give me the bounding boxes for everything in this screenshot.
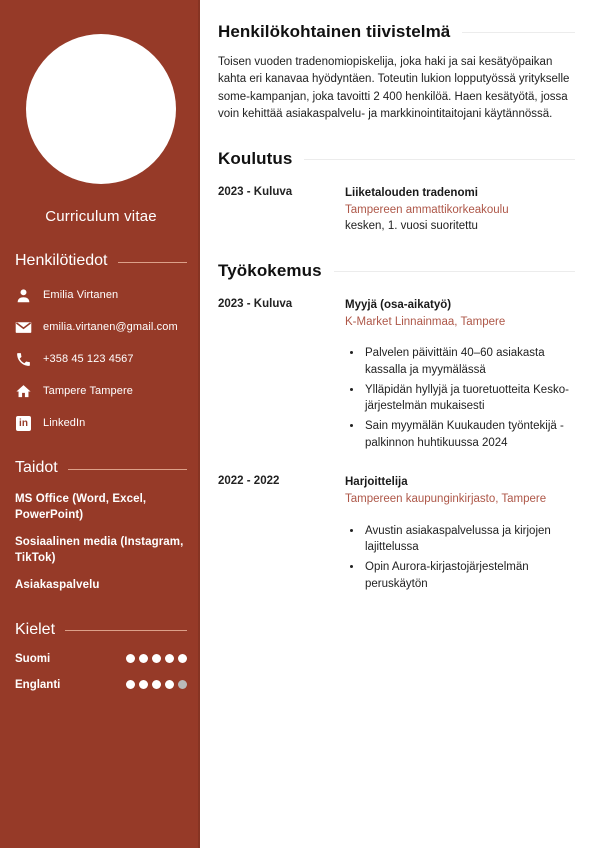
education-heading-label: Koulutus bbox=[218, 149, 293, 168]
cv-title: Curriculum vitae bbox=[45, 208, 157, 225]
contact-list bbox=[15, 286, 187, 432]
level-dot-filled bbox=[152, 654, 161, 663]
level-dot-filled bbox=[165, 680, 174, 689]
skills-heading-label: Taidot bbox=[15, 459, 58, 476]
bullet-item: • Avustin asiakaspalvelussa ja kirjojen lajittelussa bbox=[363, 523, 575, 556]
bullet-item: • Sain myymälän Kuukauden työntekijä -palkinnon huhtikuussa 2024 bbox=[363, 418, 575, 451]
contact-name: Emilia Virtanen bbox=[43, 289, 119, 301]
level-dot-empty bbox=[178, 680, 187, 689]
language-list bbox=[15, 653, 187, 691]
entry-title: Liiketalouden tradenomi bbox=[345, 187, 478, 199]
heading-divider bbox=[118, 262, 188, 263]
skill-item: Asiakaspalvelu bbox=[15, 579, 100, 592]
level-dot-filled bbox=[152, 680, 161, 689]
experience-heading-label: Työkokemus bbox=[218, 261, 322, 281]
entry-title: Myyjä (osa-aikatyö) bbox=[345, 299, 452, 312]
skills-section-heading bbox=[15, 459, 187, 477]
language-name: Suomi bbox=[15, 652, 51, 665]
entry-bullet-list bbox=[363, 345, 575, 451]
entry-period: 2022 - 2022 bbox=[218, 475, 280, 488]
cv-main-content bbox=[200, 0, 600, 848]
skill-item: Sosiaalinen media (Instagram, TikTok) bbox=[15, 536, 184, 564]
bullet-item: • Opin Aurora-kirjastojärjestelmän peruskäytön bbox=[363, 559, 575, 592]
languages-section-heading bbox=[15, 621, 187, 639]
level-dot-filled bbox=[139, 654, 148, 663]
heading-divider bbox=[68, 469, 187, 470]
entry-details bbox=[345, 297, 575, 454]
level-dot-filled bbox=[139, 680, 148, 689]
contact-row-email[interactable] bbox=[15, 318, 187, 336]
person-icon bbox=[15, 287, 32, 304]
education-section-heading bbox=[218, 149, 575, 169]
entry-details bbox=[345, 185, 575, 235]
contact-row-phone bbox=[15, 350, 187, 368]
phone-icon bbox=[15, 351, 32, 368]
level-dot-filled bbox=[178, 654, 187, 663]
entry-note: kesken, 1. vuosi suoritettu bbox=[345, 220, 478, 233]
entry-title: Harjoittelija bbox=[345, 476, 408, 489]
summary-paragraph: Toisen vuoden tradenomiopiskelija, joka haki ja sai kesätyöpaikan kahta eri kanavaa hyödyntäen. Toteutin lukion lopputyössä yritykselle some-kampanjan, joka tavoitti 2 400 henkilöä. Haen kesätyötä, jossa voin kehittää asiakaspalvelu- ja markkinointitaitojani käytännössä. bbox=[218, 56, 570, 120]
level-dot-filled bbox=[126, 680, 135, 689]
profile-photo-placeholder bbox=[26, 34, 176, 184]
language-row bbox=[15, 679, 187, 691]
contact-linkedin[interactable]: LinkedIn bbox=[43, 417, 86, 429]
language-name: Englanti bbox=[15, 678, 61, 691]
experience-entry bbox=[218, 297, 575, 454]
language-level-dots bbox=[126, 654, 187, 663]
experience-section-heading bbox=[218, 261, 575, 281]
cv-sidebar bbox=[0, 0, 200, 848]
entry-period: 2023 - Kuluva bbox=[218, 298, 293, 311]
envelope-icon bbox=[15, 319, 32, 336]
contact-row-name bbox=[15, 286, 187, 304]
entry-organization: Tampereen kaupunginkirjasto, Tampere bbox=[345, 493, 547, 506]
heading-divider bbox=[462, 32, 575, 33]
level-dot-filled bbox=[165, 654, 174, 663]
experience-entry bbox=[218, 474, 575, 595]
entry-organization: Tampereen ammattikorkeakoulu bbox=[345, 203, 509, 216]
summary-heading-label: Henkilökohtainen tiivistelmä bbox=[218, 22, 451, 41]
contact-phone: +358 45 123 4567 bbox=[43, 353, 134, 365]
contact-email[interactable]: emilia.virtanen@gmail.com bbox=[43, 321, 178, 333]
entry-bullet-list bbox=[363, 523, 575, 593]
entry-period: 2023 - Kuluva bbox=[218, 186, 293, 198]
language-row bbox=[15, 653, 187, 665]
skills-list bbox=[15, 492, 187, 594]
contact-row-linkedin[interactable] bbox=[15, 414, 187, 432]
entry-details bbox=[345, 474, 575, 595]
contact-row-location bbox=[15, 382, 187, 400]
level-dot-filled bbox=[126, 654, 135, 663]
language-level-dots bbox=[126, 680, 187, 689]
bullet-item: • Ylläpidän hyllyjä ja tuoretuotteita Kesko-järjestelmän mukaisesti bbox=[363, 382, 575, 415]
heading-divider bbox=[65, 630, 187, 631]
summary-section-heading bbox=[218, 22, 575, 42]
heading-divider bbox=[304, 159, 575, 160]
bullet-item: • Palvelen päivittäin 40–60 asiakasta kassalla ja myymälässä bbox=[363, 345, 575, 378]
heading-divider bbox=[334, 271, 575, 272]
contact-section-heading bbox=[15, 252, 187, 270]
contact-heading-label: Henkilötiedot bbox=[15, 252, 108, 269]
home-icon bbox=[15, 383, 32, 400]
entry-organization: K-Market Linnainmaa, Tampere bbox=[345, 315, 506, 328]
linkedin-icon: in bbox=[15, 415, 32, 432]
contact-location: Tampere Tampere bbox=[43, 385, 133, 397]
languages-heading-label: Kielet bbox=[15, 620, 56, 638]
skill-item: MS Office (Word, Excel, PowerPoint) bbox=[15, 493, 147, 521]
education-entry bbox=[218, 185, 575, 235]
